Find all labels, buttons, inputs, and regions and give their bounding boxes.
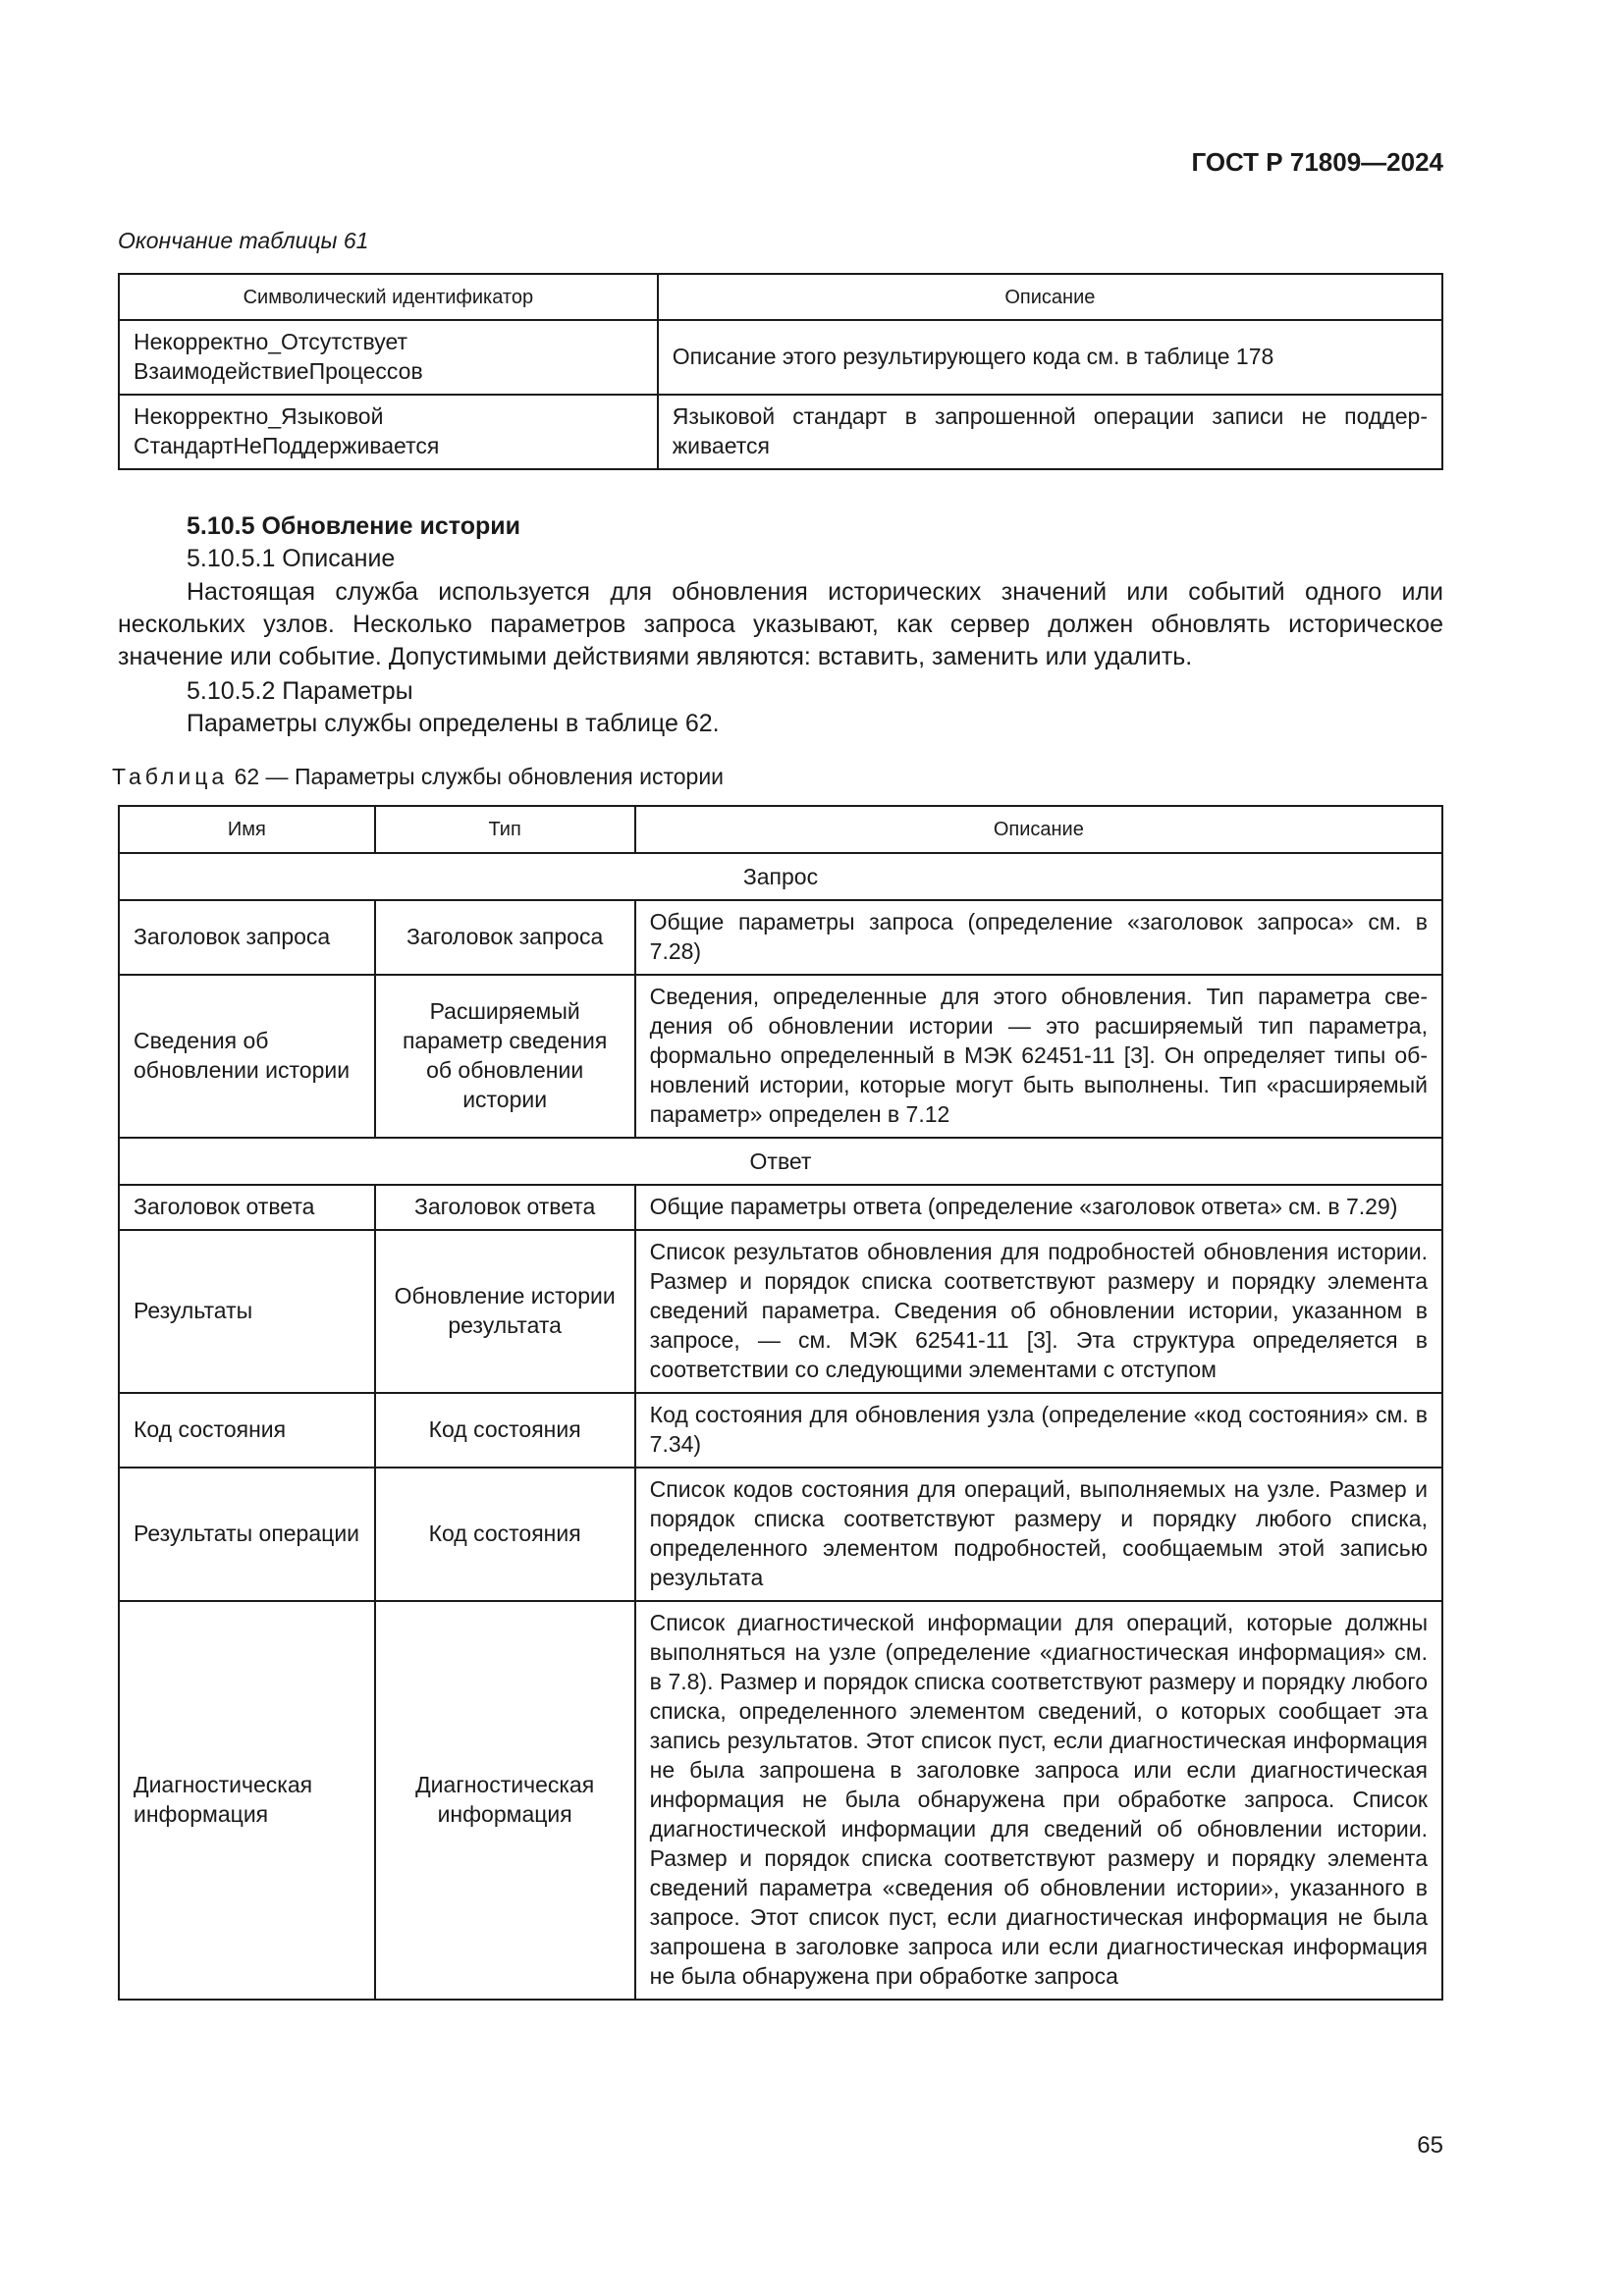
name-cell: Диагностическая информация (119, 1601, 375, 2000)
table-header-row (119, 274, 1442, 320)
table-row (119, 1230, 1442, 1393)
column-header-description: Описание (658, 274, 1442, 320)
type-cell: Заголовок ответа (375, 1185, 635, 1230)
name-cell: Заголовок запроса (119, 900, 375, 975)
type-cell: Обновление истории результата (375, 1230, 635, 1393)
body-paragraph: Настоящая служба используется для обновления исторических значений или событий одного или нескольких узлов. Несколько параметров запроса указывают, как сервер должен обновлять историческое значение или событие. Допустимыми действиями являются: вставить, заменить или удалить. (118, 578, 1443, 670)
identifier-line: Некорректно_Языковой (134, 403, 384, 429)
document-code: ГОСТ Р 71809—2024 (1191, 147, 1443, 177)
name-cell: Заголовок ответа (119, 1185, 375, 1230)
column-header-name: Имя (119, 806, 375, 853)
caption-label: Таблица (112, 764, 229, 789)
identifier-line: ВзаимодействиеПроцессов (134, 358, 423, 384)
table-61 (118, 273, 1443, 470)
identifier-cell (119, 320, 658, 395)
description-cell: Список диагностической информации для операций, которые должны выполняться на узле (определение «диагностическая информация» см. в 7.8). Размер и порядок списка соответствуют размеру и порядку любого списка, определенного элементом сведений, о которых сообщает эта запись результатов. Этот список пуст, если диагностическая информация не была запрошена в заголовке запроса или если диагностическая информация не была обнаружена при обработке запроса. Список диагностической информации для сведений об обновлении истории. Размер и порядок списка соответствуют размеру и порядку элемента сведений параметра «сведения об обновлении истории», указанного в запросе. Этот список пуст, если диагностическая информация не была запрошена в заголовке запроса или если диагностическая информация не была обнаружена при обработке запроса (635, 1601, 1442, 2000)
table-header-row (119, 806, 1442, 853)
subsection-heading-parameters: 5.10.5.2 Параметры (187, 677, 413, 705)
identifier-line: Некорректно_Отсутствует (134, 329, 408, 354)
table-row (119, 395, 1442, 469)
description-cell: Общие параметры запроса (определение «заголовок запроса» см. в 7.28) (635, 900, 1442, 975)
group-label: Запрос (119, 853, 1442, 900)
name-cell: Код состояния (119, 1393, 375, 1468)
description-cell: Общие параметры ответа (определение «заголовок ответа» см. в 7.29) (635, 1185, 1442, 1230)
page-number: 65 (1417, 2132, 1443, 2159)
type-cell: Диагностическая информация (375, 1601, 635, 2000)
description-cell: Языковой стандарт в запрошенной операции записи не поддерживается (658, 395, 1442, 469)
table-row (119, 1185, 1442, 1230)
description-cell: Сведения, определенные для этого обновления. Тип параметра сведения об обновлении истории — это расширяемый тип параметра, формально определенный в МЭК 62451-11 [3]. Он определяет типы обновлений истории, которые могут быть выполнены. Тип «расширяемый параметр» определен в 7.12 (635, 975, 1442, 1138)
type-cell: Код состояния (375, 1468, 635, 1601)
description-cell: Описание этого результирующего кода см. в таблице 178 (658, 320, 1442, 395)
column-header-description: Описание (635, 806, 1442, 853)
description-cell: Список кодов состояния для операций, выполняемых на узле. Размер и порядок списка соответствуют размеру и порядку любого списка, определенного элементом подробностей, сообщаемым этой записью результата (635, 1468, 1442, 1601)
column-header-identifier: Символический идентификатор (119, 274, 658, 320)
table-62 (118, 805, 1443, 2001)
table-row (119, 1468, 1442, 1601)
table-61-continuation-caption: Окончание таблицы 61 (118, 228, 369, 253)
table-62-caption (112, 764, 724, 790)
section-heading: 5.10.5 Обновление истории (187, 512, 520, 540)
table-row (119, 975, 1442, 1138)
caption-title: 62 — Параметры службы обновления истории (234, 764, 725, 789)
identifier-line: СтандартНеПоддерживается (134, 433, 440, 458)
table-row (119, 900, 1442, 975)
column-header-type: Тип (375, 806, 635, 853)
type-cell: Расширяемый параметр сведения об обновлении истории (375, 975, 635, 1138)
name-cell: Результаты (119, 1230, 375, 1393)
description-cell: Список результатов обновления для подробностей обновления истории. Размер и порядок списка соответствуют размеру и порядку элемента сведений параметра. Сведения об обновлении истории, указанном в запросе, — см. МЭК 62541-11 [3]. Эта структура определяется в соответствии со следующими элементами с отступом (635, 1230, 1442, 1393)
group-row-response (119, 1138, 1442, 1185)
table-row (119, 1393, 1442, 1468)
description-cell: Код состояния для обновления узла (определение «код состояния» см. в 7.34) (635, 1393, 1442, 1468)
body-paragraph: Параметры службы определены в таблице 62. (187, 710, 720, 737)
group-row-request (119, 853, 1442, 900)
identifier-cell (119, 395, 658, 469)
group-label: Ответ (119, 1138, 1442, 1185)
table-row (119, 320, 1442, 395)
subsection-heading-description: 5.10.5.1 Описание (187, 545, 396, 572)
table-row (119, 1601, 1442, 2000)
type-cell: Заголовок запроса (375, 900, 635, 975)
name-cell: Сведения об обновлении истории (119, 975, 375, 1138)
type-cell: Код состояния (375, 1393, 635, 1468)
name-cell: Результаты операции (119, 1468, 375, 1601)
